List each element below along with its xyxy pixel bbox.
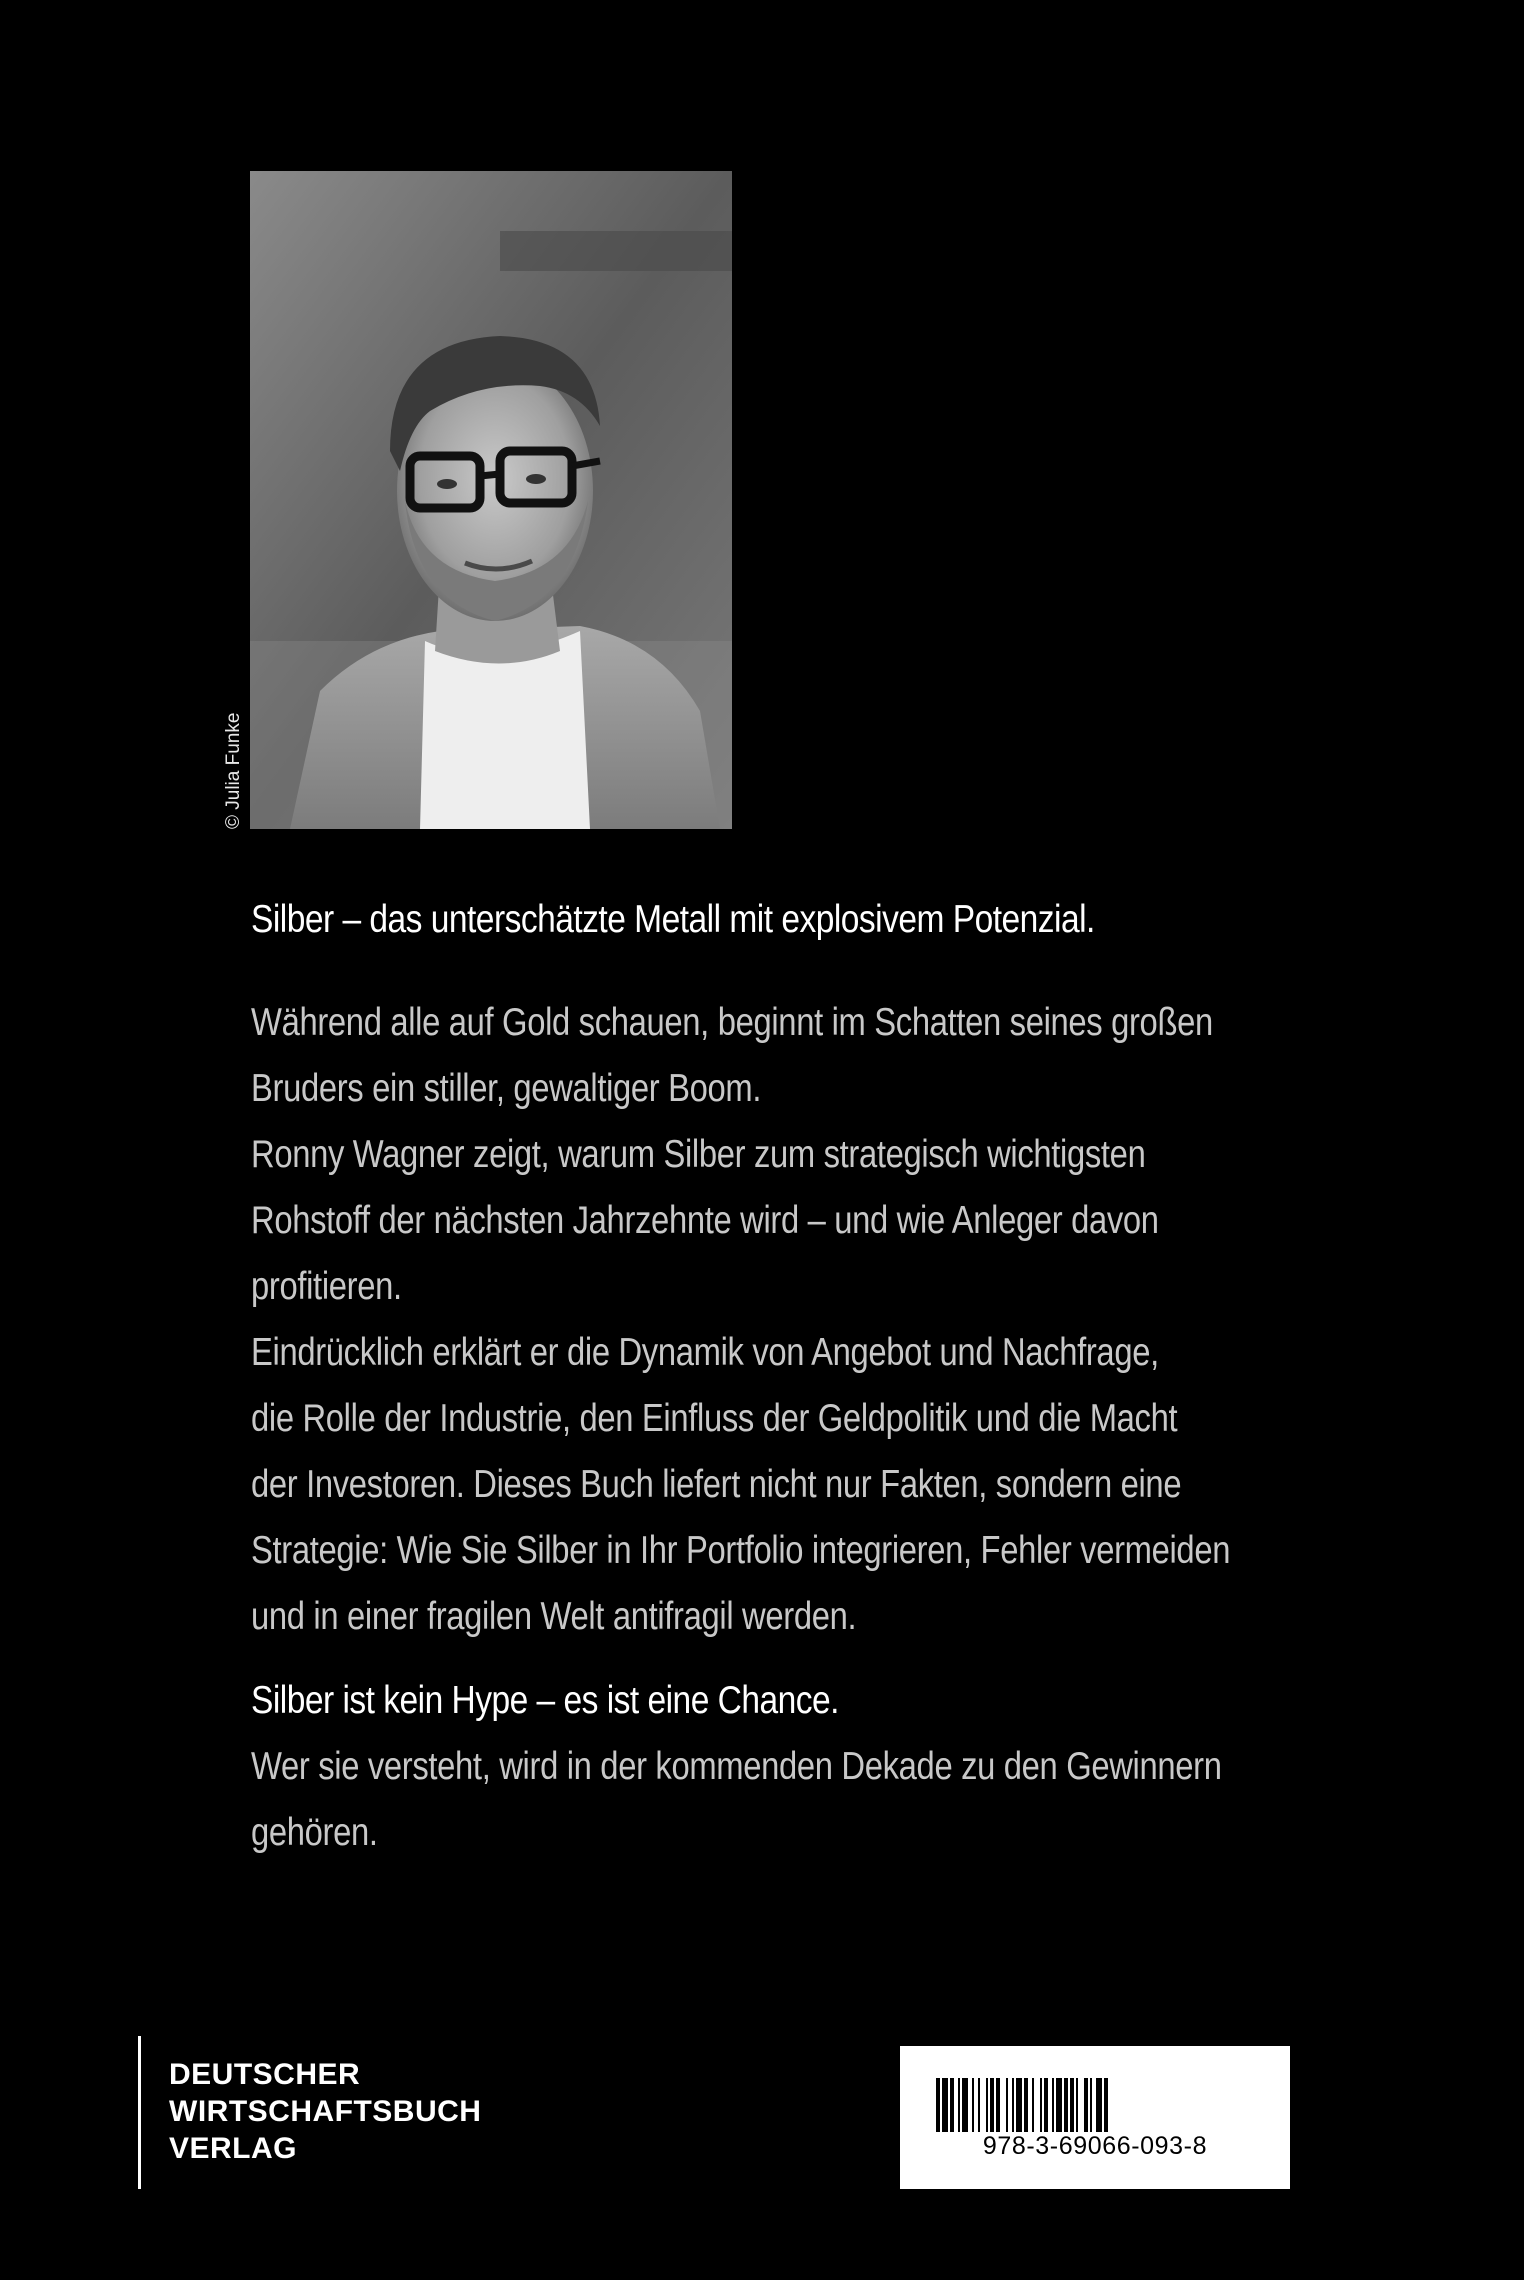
body-line: Ronny Wagner zeigt, warum Silber zum strategisch wichtigsten — [251, 1133, 1146, 1176]
body-line: Eindrücklich erklärt er die Dynamik von Angebot und Nachfrage, — [251, 1331, 1159, 1374]
author-photo — [250, 171, 732, 829]
publisher-logo — [138, 2036, 481, 2189]
publisher-name-line: WIRTSCHAFTSBUCH — [169, 2095, 482, 2128]
isbn-barcode — [900, 2046, 1290, 2189]
closing-section — [251, 1668, 1291, 1866]
body-line: die Rolle der Industrie, den Einfluss der Geldpolitik und die Macht — [251, 1397, 1178, 1440]
isbn-number: 978-3-69066-093-8 — [982, 2132, 1208, 2160]
blurb — [251, 894, 1291, 1866]
blurb-body — [251, 990, 1291, 1650]
body-line: der Investoren. Dieses Buch liefert nicht nur Fakten, sondern eine — [251, 1463, 1182, 1506]
body-line: Während alle auf Gold schauen, beginnt im Schatten seines großen — [251, 1001, 1213, 1044]
closing-headline: Silber ist kein Hype – es ist eine Chance. — [251, 1679, 839, 1722]
publisher-name-line: DEUTSCHER — [169, 2058, 361, 2091]
photo-credit: © Julia Funke — [223, 712, 244, 829]
portrait-image — [250, 171, 732, 829]
publisher-name-line: VERLAG — [169, 2132, 298, 2165]
body-line: profitieren. — [251, 1265, 402, 1308]
closing-line: gehören. — [251, 1811, 378, 1854]
body-line: Rohstoff der nächsten Jahrzehnte wird – und wie Anleger davon — [251, 1199, 1159, 1242]
barcode-bars — [936, 2078, 1254, 2132]
blurb-headline: Silber – das unterschätzte Metall mit explosivem Potenzial. — [251, 898, 1095, 941]
closing-line: Wer sie versteht, wird in der kommenden Dekade zu den Gewinnern — [251, 1745, 1222, 1788]
body-line: Bruders ein stiller, gewaltiger Boom. — [251, 1067, 762, 1110]
body-line: Strategie: Wie Sie Silber in Ihr Portfolio integrieren, Fehler vermeiden — [251, 1529, 1231, 1572]
body-line: und in einer fragilen Welt antifragil werden. — [251, 1595, 857, 1638]
